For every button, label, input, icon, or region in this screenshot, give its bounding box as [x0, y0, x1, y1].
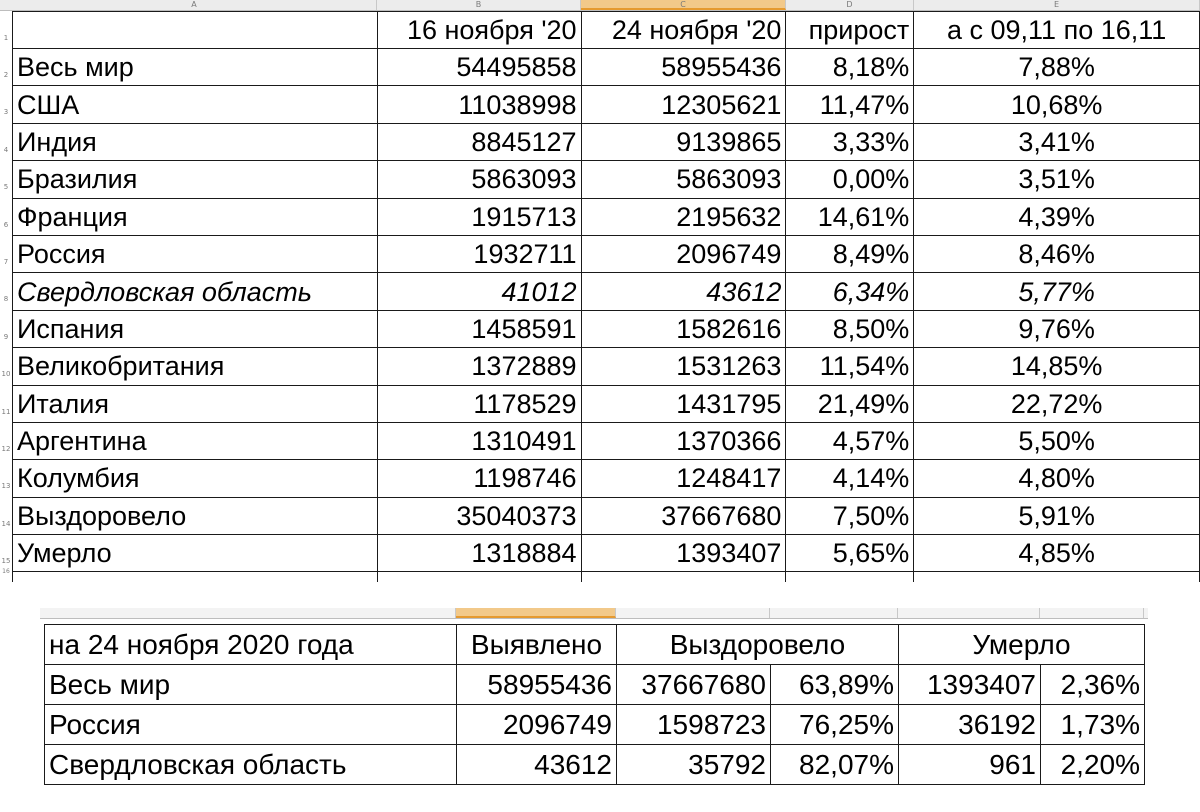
cell-nov16[interactable]: 8845127 — [377, 123, 581, 160]
cell-name[interactable]: Свердловская область — [13, 273, 378, 310]
row-header[interactable]: 8 — [3, 295, 9, 304]
cell-name[interactable]: Весь мир — [13, 49, 378, 86]
cell-growth[interactable]: 4,14% — [786, 460, 914, 497]
cell-nov16[interactable]: 1310491 — [377, 422, 581, 459]
header-cell-nov16[interactable]: 16 ноября '20 — [377, 12, 581, 49]
column-header-2e[interactable] — [898, 608, 1040, 618]
header-cell-growth[interactable]: прирост — [786, 12, 914, 49]
table-row — [13, 310, 1200, 347]
cell-name[interactable]: Испания — [13, 310, 378, 347]
column-header-2b[interactable] — [456, 608, 616, 618]
summary-row — [45, 665, 1145, 705]
cell-growth[interactable]: 0,00% — [786, 161, 914, 198]
cell-nov16[interactable]: 1372889 — [377, 348, 581, 385]
cell-growth[interactable]: 21,49% — [786, 385, 914, 422]
cell-nov16[interactable]: 1318884 — [377, 535, 581, 572]
summary-header-recovered[interactable]: Выздоровело — [617, 625, 899, 665]
cell-nov24[interactable]: 1248417 — [581, 460, 786, 497]
table-row — [13, 273, 1200, 310]
cell-growth[interactable]: 3,33% — [786, 123, 914, 160]
summary-cell-name[interactable]: Россия — [45, 705, 457, 745]
row-header[interactable]: 4 — [3, 145, 9, 154]
summary-cell-died-pct[interactable]: 2,36% — [1041, 665, 1145, 705]
header-cell-prev-period[interactable]: а с 09,11 по 16,11 — [914, 12, 1200, 49]
table-row — [13, 535, 1200, 572]
column-header-d[interactable]: D — [786, 0, 914, 10]
cell-nov24[interactable]: 37667680 — [581, 497, 786, 534]
cell-nov24[interactable]: 2096749 — [581, 235, 786, 272]
summary-cell-name[interactable]: Весь мир — [45, 665, 457, 705]
table-row — [13, 198, 1200, 235]
table-row — [13, 49, 1200, 86]
cell-name[interactable]: Выздоровело — [13, 497, 378, 534]
cell-name[interactable]: Колумбия — [13, 460, 378, 497]
column-header-e[interactable]: E — [914, 0, 1200, 10]
cell-growth[interactable]: 8,18% — [786, 49, 914, 86]
empty-cell[interactable] — [13, 572, 378, 582]
cell-nov16[interactable]: 54495858 — [377, 49, 581, 86]
table-row — [13, 86, 1200, 123]
cell-nov16[interactable]: 1178529 — [377, 385, 581, 422]
row-header[interactable]: 14 — [1, 519, 11, 528]
column-header-2c[interactable] — [616, 608, 770, 618]
header-row — [13, 12, 1200, 49]
cell-nov24[interactable]: 1431795 — [581, 385, 786, 422]
column-header-a[interactable]: A — [12, 0, 377, 10]
summary-cell-detected[interactable]: 58955436 — [457, 665, 617, 705]
cell-growth[interactable]: 4,57% — [786, 422, 914, 459]
cell-growth[interactable]: 8,50% — [786, 310, 914, 347]
cell-nov24[interactable]: 1393407 — [581, 535, 786, 572]
empty-cell[interactable] — [377, 572, 581, 582]
cell-growth[interactable]: 5,65% — [786, 535, 914, 572]
cell-prev-period[interactable]: 4,39% — [914, 198, 1200, 235]
table-row — [13, 460, 1200, 497]
table-row — [13, 422, 1200, 459]
row-header[interactable]: 7 — [3, 258, 9, 266]
row-header[interactable]: 10 — [1, 370, 11, 379]
empty-cell[interactable] — [786, 572, 914, 582]
cell-nov24[interactable]: 1370366 — [581, 422, 786, 459]
summary-cell-recovered[interactable]: 1598723 — [617, 705, 771, 745]
cell-nov16[interactable]: 5863093 — [377, 161, 581, 198]
column-header-2f[interactable] — [1040, 608, 1144, 618]
row-header[interactable]: 3 — [3, 108, 9, 117]
cell-prev-period[interactable]: 8,46% — [914, 235, 1200, 272]
summary-cell-died-pct[interactable]: 2,20% — [1041, 745, 1145, 785]
summary-table — [44, 624, 1145, 785]
cell-name[interactable]: США — [13, 86, 378, 123]
table-row-empty — [13, 572, 1200, 582]
cell-nov16[interactable]: 1458591 — [377, 310, 581, 347]
cell-prev-period[interactable]: 5,50% — [914, 422, 1200, 459]
cell-name[interactable]: Великобритания — [13, 348, 378, 385]
summary-cell-died[interactable]: 1393407 — [899, 665, 1041, 705]
cell-nov24[interactable]: 1531263 — [581, 348, 786, 385]
table-row — [13, 161, 1200, 198]
table-row — [13, 235, 1200, 272]
spreadsheet-summary — [40, 608, 1148, 788]
cell-prev-period[interactable]: 9,76% — [914, 310, 1200, 347]
cell-nov24[interactable]: 9139865 — [581, 123, 786, 160]
cell-name[interactable]: Италия — [13, 385, 378, 422]
summary-header-detected[interactable]: Выявлено — [457, 625, 617, 665]
cell-nov16[interactable]: 41012 — [377, 273, 581, 310]
summary-cell-recovered-pct[interactable]: 82,07% — [771, 745, 899, 785]
summary-header-date[interactable]: на 24 ноября 2020 года — [45, 625, 457, 665]
column-header-c[interactable]: C — [581, 0, 786, 10]
row-header[interactable]: 2 — [3, 71, 9, 79]
summary-cell-name[interactable]: Свердловская область — [45, 745, 457, 785]
table-row — [13, 348, 1200, 385]
cell-nov16[interactable]: 1915713 — [377, 198, 581, 235]
cell-prev-period[interactable]: 4,80% — [914, 460, 1200, 497]
cell-name[interactable]: Россия — [13, 235, 378, 272]
cell-name[interactable]: Аргентина — [13, 422, 378, 459]
cell-growth[interactable]: 11,54% — [786, 348, 914, 385]
cell-growth[interactable]: 14,61% — [786, 198, 914, 235]
summary-header-died[interactable]: Умерло — [899, 625, 1145, 665]
empty-cell[interactable] — [914, 572, 1200, 582]
header-cell-nov24[interactable]: 24 ноября '20 — [581, 12, 786, 49]
cell-nov24[interactable]: 2195632 — [581, 198, 786, 235]
summary-cell-detected[interactable]: 2096749 — [457, 705, 617, 745]
row-header[interactable]: 15 — [1, 557, 11, 566]
cell-nov24[interactable]: 12305621 — [581, 86, 786, 123]
cell-nov16[interactable]: 35040373 — [377, 497, 581, 534]
column-header-bar-2 — [40, 608, 1148, 619]
table-row — [13, 123, 1200, 160]
cell-prev-period[interactable]: 3,41% — [914, 123, 1200, 160]
cell-nov16[interactable]: 1932711 — [377, 235, 581, 272]
table-row — [13, 385, 1200, 422]
cell-prev-period[interactable]: 14,85% — [914, 348, 1200, 385]
row-header-1[interactable]: 1 — [3, 34, 9, 42]
cell-nov24[interactable]: 58955436 — [581, 49, 786, 86]
row-header[interactable]: 11 — [1, 407, 11, 416]
summary-cell-died-pct[interactable]: 1,73% — [1041, 705, 1145, 745]
summary-row — [45, 745, 1145, 785]
summary-row — [45, 705, 1145, 745]
cell-nov24[interactable]: 5863093 — [581, 161, 786, 198]
cell-growth[interactable]: 11,47% — [786, 86, 914, 123]
column-header-bar — [0, 0, 1200, 11]
column-header-2d[interactable] — [770, 608, 898, 618]
table-row — [13, 497, 1200, 534]
summary-cell-recovered-pct[interactable]: 76,25% — [771, 705, 899, 745]
cell-prev-period[interactable]: 7,88% — [914, 49, 1200, 86]
summary-cell-died[interactable]: 961 — [899, 745, 1041, 785]
row-header-16[interactable]: 16 — [2, 568, 10, 575]
cell-name[interactable]: Индия — [13, 123, 378, 160]
summary-cell-died[interactable]: 36192 — [899, 705, 1041, 745]
header-cell-a[interactable] — [13, 12, 378, 49]
column-header-2a[interactable] — [44, 608, 456, 618]
data-table — [12, 11, 1200, 582]
row-header[interactable]: 13 — [1, 482, 11, 491]
cell-nov16[interactable]: 11038998 — [377, 86, 581, 123]
cell-name[interactable]: Умерло — [13, 535, 378, 572]
cell-prev-period[interactable]: 5,77% — [914, 273, 1200, 310]
row-header[interactable]: 9 — [3, 332, 9, 341]
cell-growth[interactable]: 7,50% — [786, 497, 914, 534]
cell-growth[interactable]: 8,49% — [786, 235, 914, 272]
row-header[interactable]: 12 — [1, 445, 11, 453]
cell-growth[interactable]: 6,34% — [786, 273, 914, 310]
cell-prev-period[interactable]: 5,91% — [914, 497, 1200, 534]
summary-cell-recovered-pct[interactable]: 63,89% — [771, 665, 899, 705]
cell-nov24[interactable]: 1582616 — [581, 310, 786, 347]
summary-cell-detected[interactable]: 43612 — [457, 745, 617, 785]
summary-cell-recovered[interactable]: 37667680 — [617, 665, 771, 705]
empty-cell[interactable] — [581, 572, 786, 582]
summary-header-row — [45, 625, 1145, 665]
cell-name[interactable]: Бразилия — [13, 161, 378, 198]
cell-prev-period[interactable]: 22,72% — [914, 385, 1200, 422]
row-header[interactable]: 6 — [3, 220, 9, 229]
cell-prev-period[interactable]: 10,68% — [914, 86, 1200, 123]
cell-prev-period[interactable]: 4,85% — [914, 535, 1200, 572]
cell-nov16[interactable]: 1198746 — [377, 460, 581, 497]
column-header-b[interactable]: B — [377, 0, 581, 10]
summary-cell-recovered[interactable]: 35792 — [617, 745, 771, 785]
row-header[interactable]: 5 — [3, 183, 9, 192]
cell-prev-period[interactable]: 3,51% — [914, 161, 1200, 198]
cell-name[interactable]: Франция — [13, 198, 378, 235]
cell-nov24[interactable]: 43612 — [581, 273, 786, 310]
